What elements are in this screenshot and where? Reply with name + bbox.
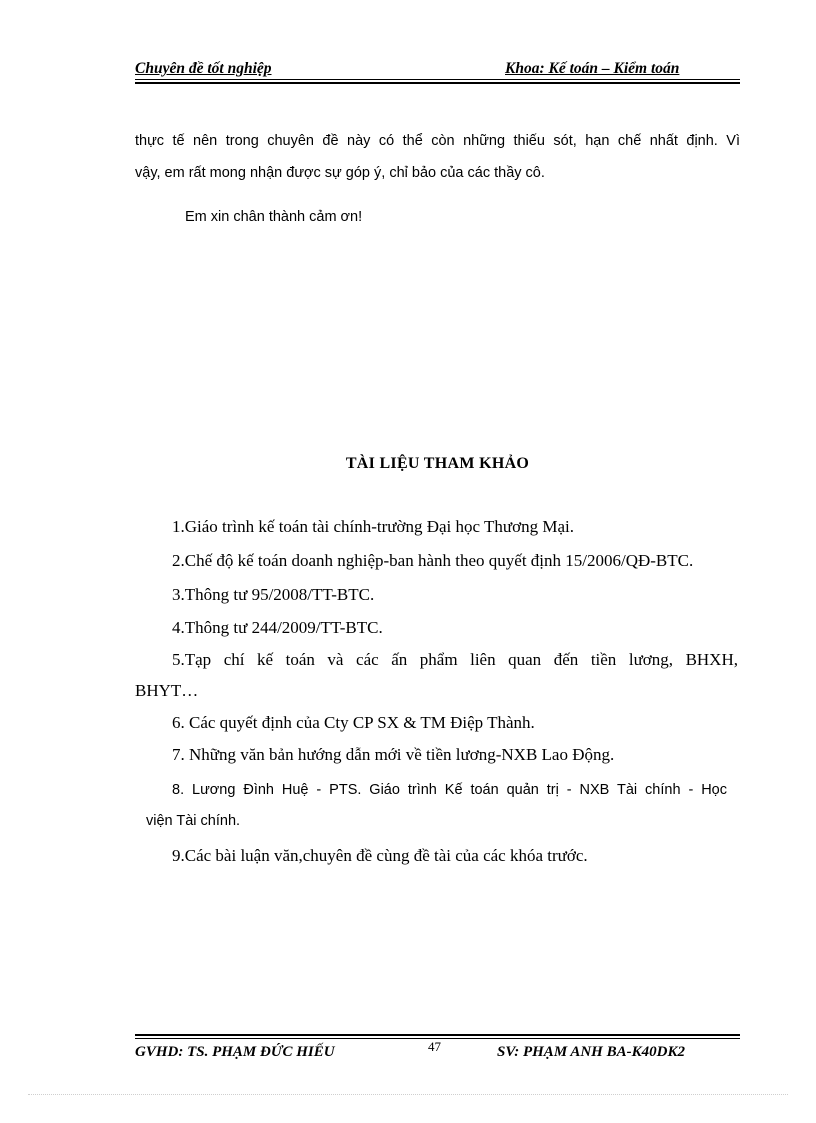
reference-item-2: 2.Chế độ kế toán doanh nghiệp-ban hành theo quyết định 15/2006/QĐ-BTC. xyxy=(172,551,694,570)
reference-item-8-cont: viện Tài chính. xyxy=(146,813,241,829)
reference-item-7: 7. Những văn bản hướng dẫn mới về tiền lương-NXB Lao Động. xyxy=(172,745,615,764)
reference-item-1: 1.Giáo trình kế toán tài chính-trường Đại học Thương Mại. xyxy=(172,517,574,536)
reference-item-9: 9.Các bài luận văn,chuyên đề cùng đề tài của các khóa trước. xyxy=(172,846,588,865)
intro-line-1: thực tế nên trong chuyên đề này có thể còn những thiếu sót, hạn chế nhất định. Vì xyxy=(135,133,740,149)
page-bottom-dotted-border xyxy=(28,1094,788,1095)
footer-rule-thick xyxy=(135,1034,740,1036)
reference-item-8: 8. Lương Đình Huệ - PTS. Giáo trình Kế toán quản trị - NXB Tài chính - Học xyxy=(172,782,727,798)
header-rule-thick xyxy=(135,82,740,84)
page-number: 47 xyxy=(428,1039,441,1054)
header-document-title: Chuyên đề tốt nghiệp xyxy=(135,60,272,77)
footer-supervisor: GVHD: TS. PHẠM ĐỨC HIẾU xyxy=(135,1044,335,1060)
thanks-line: Em xin chân thành cảm ơn! xyxy=(185,209,363,225)
header-faculty: Khoa: Kế toán – Kiểm toán xyxy=(505,60,680,77)
reference-item-5-cont: BHYT… xyxy=(135,681,199,700)
intro-line-2: vậy, em rất mong nhận được sự góp ý, chỉ bảo của các thầy cô. xyxy=(135,165,545,181)
header-rule-thin xyxy=(135,79,740,80)
reference-item-4: 4.Thông tư 244/2009/TT-BTC. xyxy=(172,618,383,637)
footer-student: SV: PHẠM ANH BA-K40DK2 xyxy=(497,1044,685,1060)
reference-item-5: 5.Tạp chí kế toán và các ấn phẩm liên quan đến tiền lương, BHXH, xyxy=(172,650,738,669)
reference-item-3: 3.Thông tư 95/2008/TT-BTC. xyxy=(172,585,375,604)
reference-item-6: 6. Các quyết định của Cty CP SX & TM Điệp Thành. xyxy=(172,713,535,732)
references-title: TÀI LIỆU THAM KHẢO xyxy=(345,455,530,472)
